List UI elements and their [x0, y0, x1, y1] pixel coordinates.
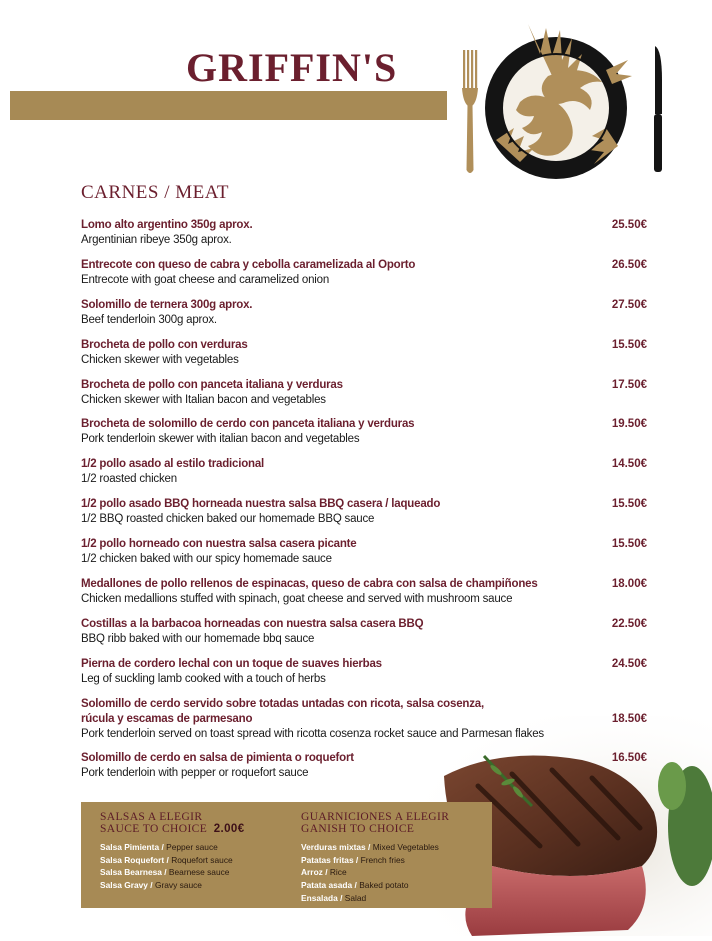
dish-price: 15.50€ — [611, 498, 647, 510]
dish-name: Entrecote con queso de cabra y cebolla caramelizada al Oporto — [81, 259, 416, 271]
sauce-option: Salsa Pimienta / Pepper sauce — [100, 842, 218, 852]
garnish-option: Ensalada / Salad — [301, 892, 367, 903]
sauces-price: 2.00€ — [213, 823, 245, 835]
fork-icon — [462, 50, 478, 173]
dish-description: Argentinian ribeye 350g aprox. — [81, 234, 232, 246]
menu-item — [81, 657, 651, 687]
dish-description: Beef tenderloin 300g aprox. — [81, 314, 217, 326]
sauces-subheading: SAUCE TO CHOICE 2.00€ — [100, 823, 245, 835]
dish-description: BBQ ribb baked with our homemade bbq sauce — [81, 633, 315, 645]
griffin-logo — [456, 10, 676, 185]
garnish-heading: GUARNICIONES A ELEGIR — [301, 811, 450, 823]
dish-name-line2: rúcula y escamas de parmesano — [81, 713, 253, 725]
sauces-garnish-box — [81, 802, 492, 908]
dish-price: 26.50€ — [611, 259, 647, 271]
dish-name: Brocheta de solomillo de cerdo con panceta italiana y verduras — [81, 418, 415, 430]
menu-item — [81, 617, 651, 647]
dish-name: Costillas a la barbacoa horneadas con nuestra salsa casera BBQ — [81, 618, 424, 630]
dish-price: 15.50€ — [611, 339, 647, 351]
dish-name: Brocheta de pollo con panceta italiana y verduras — [81, 379, 343, 391]
dish-price: 18.50€ — [611, 713, 647, 725]
garnish-column — [301, 811, 449, 905]
dish-description: 1/2 chicken baked with our spicy homemade sauce — [81, 553, 332, 565]
dish-description: 1/2 roasted chicken — [81, 473, 177, 485]
sauces-heading: SALSAS A ELEGIR — [100, 811, 203, 823]
dish-name: Lomo alto argentino 350g aprox. — [81, 219, 253, 231]
menu-item — [81, 697, 651, 742]
dish-price: 18.00€ — [611, 578, 647, 590]
dish-price: 17.50€ — [611, 379, 647, 391]
dish-description: Chicken skewer with Italian bacon and vegetables — [81, 394, 326, 406]
dish-name: Solomillo de ternera 300g aprox. — [81, 299, 253, 311]
dish-price: 24.50€ — [611, 658, 647, 670]
sauce-option: Salsa Roquefort / Roquefort sauce — [100, 854, 233, 865]
dish-price: 15.50€ — [611, 538, 647, 550]
dish-price: 25.50€ — [611, 219, 647, 231]
dish-price: 16.50€ — [611, 752, 647, 764]
sauce-option: Salsa Gravy / Gravy sauce — [100, 880, 202, 891]
garnish-option: Arroz / Rice — [301, 867, 347, 878]
dish-name: Solomillo de cerdo en salsa de pimienta o roquefort — [81, 752, 354, 764]
menu-item — [81, 577, 651, 607]
garnish-option: Verduras mixtas / Mixed Vegetables — [301, 842, 439, 852]
knife-icon — [654, 46, 662, 172]
menu-item — [81, 751, 651, 781]
menu-item — [81, 457, 651, 487]
menu-item — [81, 298, 651, 328]
dish-description: Pork tenderloin skewer with italian bacon and vegetables — [81, 433, 360, 445]
dish-description: 1/2 BBQ roasted chicken baked our homemade BBQ sauce — [81, 513, 375, 525]
dish-name: Medallones de pollo rellenos de espinacas, queso de cabra con salsa de champiñones — [81, 578, 538, 590]
garnish-option: Patatas fritas / French fries — [301, 854, 405, 865]
menu-item — [81, 417, 651, 447]
menu-item — [81, 338, 651, 368]
brand-title: GRIFFIN'S — [186, 45, 398, 90]
header-gold-bar — [10, 91, 447, 120]
garnish-subheading: GANISH TO CHOICE — [301, 823, 415, 835]
dish-description: Chicken skewer with vegetables — [81, 354, 239, 366]
dish-price: 19.50€ — [611, 418, 647, 430]
menu-item — [81, 218, 651, 248]
menu-item — [81, 258, 651, 288]
dish-name: Solomillo de cerdo servido sobre totadas untadas con ricota, salsa cosenza, — [81, 698, 484, 710]
dish-price: 22.50€ — [611, 618, 647, 630]
dish-description: Pork tenderloin with pepper or roquefort sauce — [81, 767, 309, 779]
dish-name: 1/2 pollo horneado con nuestra salsa casera picante — [81, 538, 357, 550]
sauce-option: Salsa Bearnesa / Bearnese sauce — [100, 867, 230, 878]
dish-price: 14.50€ — [611, 458, 647, 470]
dish-name: Brocheta de pollo con verduras — [81, 339, 248, 351]
sauces-column — [100, 811, 245, 892]
dish-description: Chicken medallions stuffed with spinach, goat cheese and served with mushroom sauce — [81, 593, 513, 605]
dish-price: 27.50€ — [611, 299, 647, 311]
dish-name: 1/2 pollo asado al estilo tradicional — [81, 458, 265, 470]
menu-item — [81, 378, 651, 408]
dish-description: Entrecote with goat cheese and caramelized onion — [81, 274, 330, 286]
dish-name: Pierna de cordero lechal con un toque de suaves hierbas — [81, 658, 382, 670]
dish-name: 1/2 pollo asado BBQ horneada nuestra salsa BBQ casera / laqueado — [81, 498, 441, 510]
menu-item — [81, 497, 651, 527]
dish-description: Leg of suckling lamb cooked with a touch of herbs — [81, 673, 326, 685]
garnish-option: Patata asada / Baked potato — [301, 880, 409, 891]
menu-item — [81, 537, 651, 567]
dish-description: Pork tenderloin served on toast spread with ricotta cosenza rocket sauce and Parmesan flakes — [81, 728, 544, 740]
section-title: CARNES / MEAT — [81, 182, 229, 203]
